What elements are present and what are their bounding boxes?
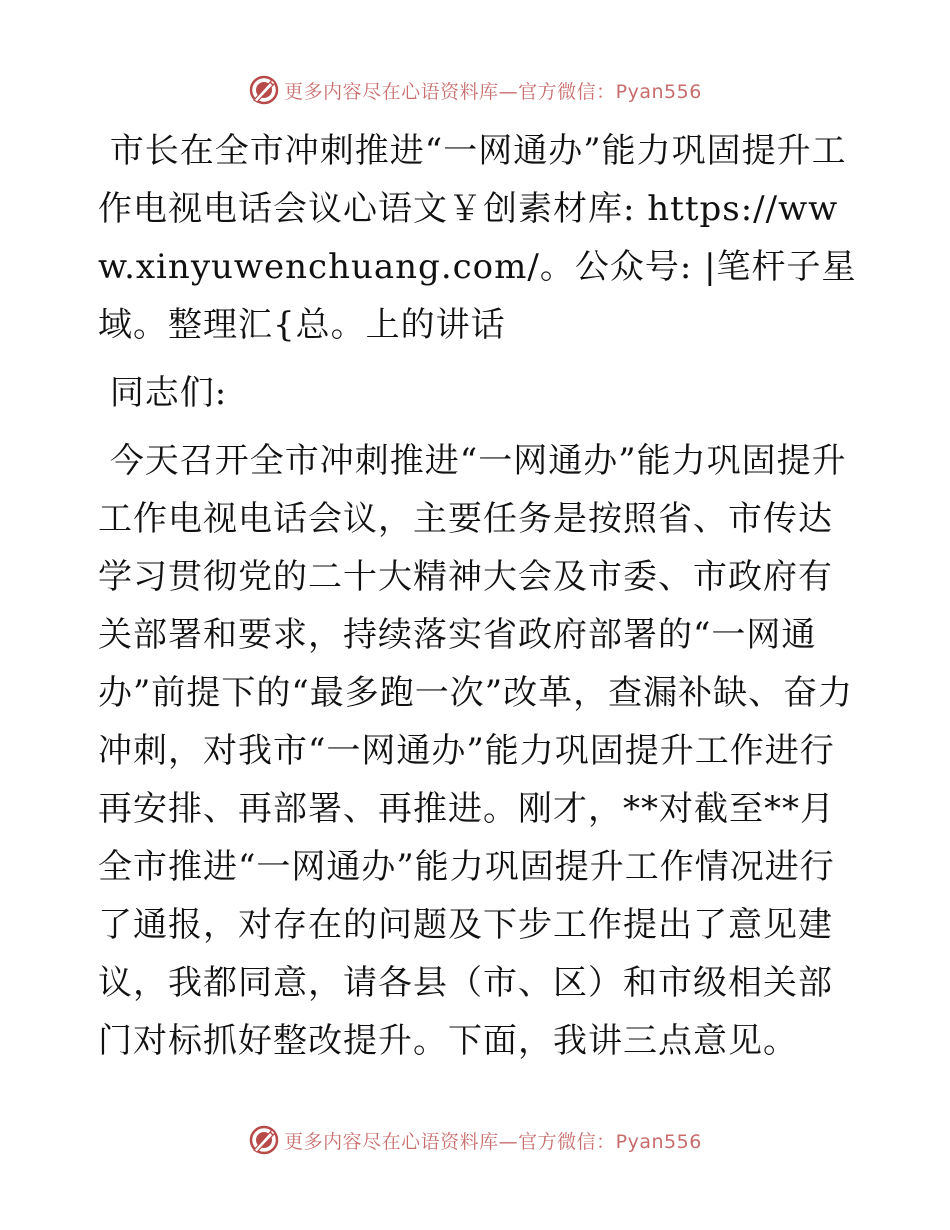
body-paragraph: 今天召开全市冲刺推进“一网通办”能力巩固提升工作电视电话会议，主要任务是按照省、市传达学习贯彻党的二十大精神大会及市委、市政府有关部署和要求，持续落实省政府部署的“一网通办”前提下的“最多跑一次”改革，查漏补缺、奋力冲刺，对我市“一网通办”能力巩固提升工作进行再安排、再部署、再推进。刚才，**对截至**月全市推进“一网通办”能力巩固提升工作情况进行了通报，对存在的问题及下步工作提出了意见建议，我都同意，请各县（市、区）和市级相关部门对标抓好整改提升。下面，我讲三点意见。 [98,441,854,1061]
quill-seal-icon [248,74,280,106]
header-banner [0,70,950,110]
banner-text [284,1127,702,1154]
banner-wechat-id: Pyan556 [615,80,702,103]
quill-seal-icon [248,1124,280,1156]
banner-slogan: 更多内容尽在心语资料库—官方微信： [284,80,616,103]
document-title: 市长在全市冲刺推进“一网通办”能力巩固提升工作电视电话会议心语文￥创素材库: https://www.xinyuwenchuang.com/。公众号: |笔杆子星域。整理汇{总。上的讲话 [98,131,857,345]
banner-slogan: 更多内容尽在心语资料库—官方微信： [284,1130,616,1153]
document-content [98,122,858,1080]
banner-wechat-id: Pyan556 [615,1130,702,1153]
footer-banner [0,1120,950,1160]
banner-text [284,77,702,104]
salutation: 同志们: [98,373,228,413]
